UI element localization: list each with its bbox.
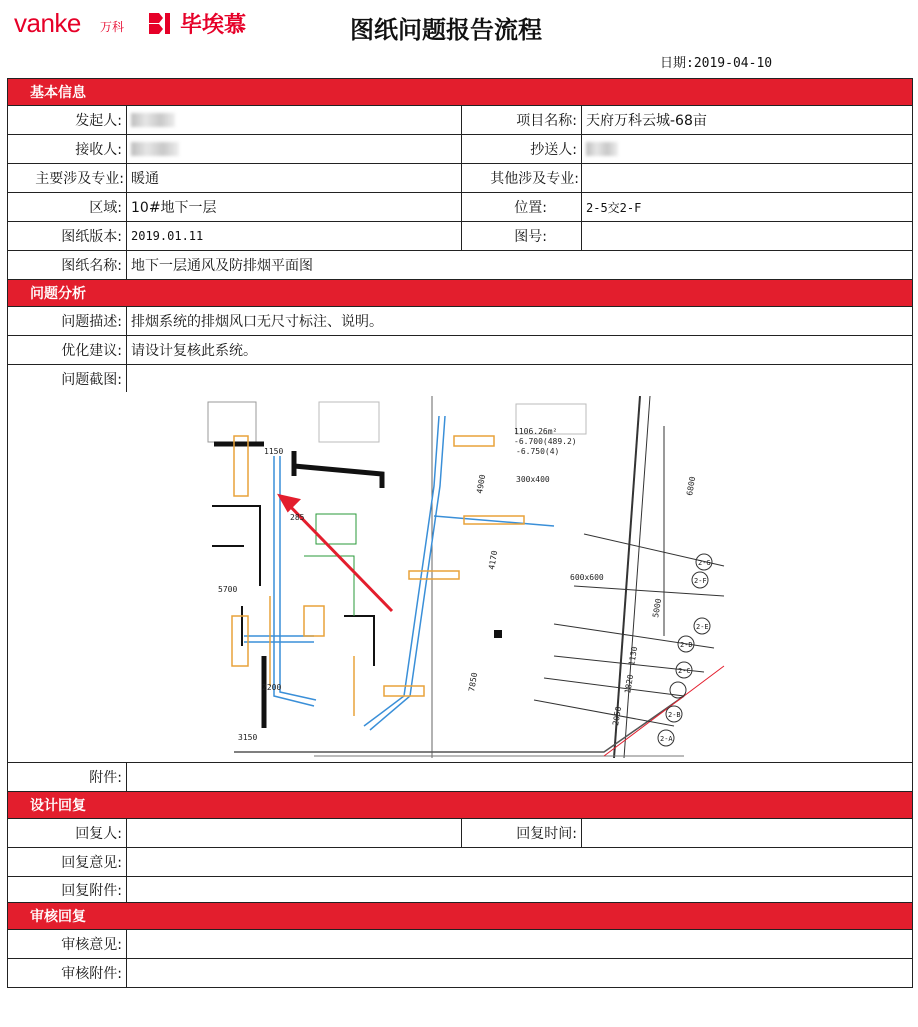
dim-label: 2200 xyxy=(262,683,282,692)
main-discipline-value[interactable]: 暖通 xyxy=(127,164,462,193)
dim-label: 2050 xyxy=(611,705,624,727)
drawing-name-value[interactable]: 地下一层通风及防排烟平面图 xyxy=(127,251,913,280)
row-initiator xyxy=(8,106,913,135)
drawing-name-label: 图纸名称: xyxy=(8,251,127,280)
note-label: -6.700(489.2) xyxy=(514,437,577,446)
review-opinion-value[interactable] xyxy=(127,930,913,959)
screenshot-label: 问题截图: xyxy=(8,365,127,393)
receiver-value[interactable] xyxy=(127,135,462,164)
review-attachment-value[interactable] xyxy=(127,959,913,988)
section-analysis: 问题分析 xyxy=(8,280,913,307)
redacted-name xyxy=(131,142,179,156)
other-discipline-value[interactable] xyxy=(582,164,913,193)
row-discipline xyxy=(8,164,913,193)
version-label: 图纸版本: xyxy=(8,222,127,251)
initiator-label: 发起人: xyxy=(8,106,127,135)
version-value[interactable]: 2019.01.11 xyxy=(127,222,462,251)
attachment-label: 附件: xyxy=(8,763,127,792)
row-attachment xyxy=(8,763,913,792)
row-area xyxy=(8,193,913,222)
project-label: 项目名称: xyxy=(462,106,582,135)
axis-label: 2-D xyxy=(680,641,693,649)
note-label: 300x400 xyxy=(516,475,550,484)
receiver-label: 接收人: xyxy=(8,135,127,164)
section-design-reply: 设计回复 xyxy=(8,792,913,819)
partner-logo: 毕埃慕 xyxy=(180,13,247,38)
dim-label: 5000 xyxy=(651,597,664,619)
suggestion-value[interactable]: 请设计复核此系统。 xyxy=(127,336,913,365)
section-review-reply: 审核回复 xyxy=(8,903,913,930)
axis-label: 2-B xyxy=(668,711,681,719)
dim-label: 5700 xyxy=(218,585,238,594)
attachment-value[interactable] xyxy=(127,763,913,792)
problem-desc-value[interactable]: 排烟系统的排烟风口无尺寸标注、说明。 xyxy=(127,307,913,336)
row-reply-attachment xyxy=(8,877,913,903)
row-reply-opinion xyxy=(8,848,913,877)
axis-label: 2-E xyxy=(696,623,709,631)
dim-label: 3150 xyxy=(238,733,258,742)
suggestion-label: 优化建议: xyxy=(8,336,127,365)
cc-label: 抄送人: xyxy=(462,135,582,164)
note-label: 600x600 xyxy=(570,573,604,582)
replier-label: 回复人: xyxy=(8,819,127,848)
dim-label: 4900 xyxy=(475,473,488,495)
row-drawing-name xyxy=(8,251,913,280)
row-suggestion xyxy=(8,336,913,365)
document-header xyxy=(0,0,918,80)
reply-attachment-label: 回复附件: xyxy=(8,877,127,903)
position-value[interactable]: 2-5交2-F xyxy=(582,193,913,222)
dim-label: 285 xyxy=(290,513,305,522)
drawing-no-label: 图号: xyxy=(462,222,582,251)
replier-value[interactable] xyxy=(127,819,462,848)
axis-label: 2-A xyxy=(660,735,673,743)
vanke-logo: vanke xyxy=(14,8,81,38)
dim-label: 7850 xyxy=(467,671,480,693)
page-title: 图纸问题报告流程 xyxy=(350,16,542,44)
row-screenshot xyxy=(8,392,913,763)
initiator-value[interactable] xyxy=(127,106,462,135)
reply-time-value[interactable] xyxy=(582,819,913,848)
reply-time-label: 回复时间: xyxy=(462,819,582,848)
dim-label: 6800 xyxy=(685,475,698,497)
row-review-attachment xyxy=(8,959,913,988)
note-label: -6.750(4) xyxy=(516,447,560,456)
project-value[interactable]: 天府万科云城-68亩 xyxy=(582,106,913,135)
axis-label: 2-F xyxy=(694,577,707,585)
note-label: 1106.26m² xyxy=(514,427,558,436)
section-basic-info: 基本信息 xyxy=(8,79,913,106)
axis-label: 2-G xyxy=(698,559,711,567)
drawing-screenshot[interactable] xyxy=(204,396,732,758)
review-opinion-label: 审核意见: xyxy=(8,930,127,959)
row-screenshot-label xyxy=(8,365,913,393)
drawing-no-value[interactable] xyxy=(582,222,913,251)
position-label: 位置: xyxy=(462,193,582,222)
partner-logo-icon xyxy=(147,10,177,36)
other-discipline-label: 其他涉及专业: xyxy=(462,164,582,193)
area-value[interactable]: 10#地下一层 xyxy=(127,193,462,222)
cc-value[interactable] xyxy=(582,135,913,164)
row-review-opinion xyxy=(8,930,913,959)
row-replier xyxy=(8,819,913,848)
dim-label: 1150 xyxy=(264,447,284,456)
row-problem-desc xyxy=(8,307,913,336)
reply-opinion-value[interactable] xyxy=(127,848,913,877)
vanke-logo-cn: 万科 xyxy=(100,20,125,34)
area-label: 区域: xyxy=(8,193,127,222)
screenshot-area xyxy=(8,392,912,762)
reply-opinion-label: 回复意见: xyxy=(8,848,127,877)
document-date: 日期:2019-04-10 xyxy=(660,56,773,71)
problem-desc-label: 问题描述: xyxy=(8,307,127,336)
report-form xyxy=(7,78,913,988)
redacted-name xyxy=(586,142,618,156)
axis-label: 2-C xyxy=(678,667,691,675)
reply-attachment-value[interactable] xyxy=(127,877,913,903)
redacted-name xyxy=(131,113,175,127)
dim-label: 1130 xyxy=(627,645,640,667)
dim-label: 1820 xyxy=(623,673,636,695)
note-label: 4170 xyxy=(487,549,500,571)
main-discipline-label: 主要涉及专业: xyxy=(8,164,127,193)
row-version xyxy=(8,222,913,251)
row-receiver xyxy=(8,135,913,164)
review-attachment-label: 审核附件: xyxy=(8,959,127,988)
